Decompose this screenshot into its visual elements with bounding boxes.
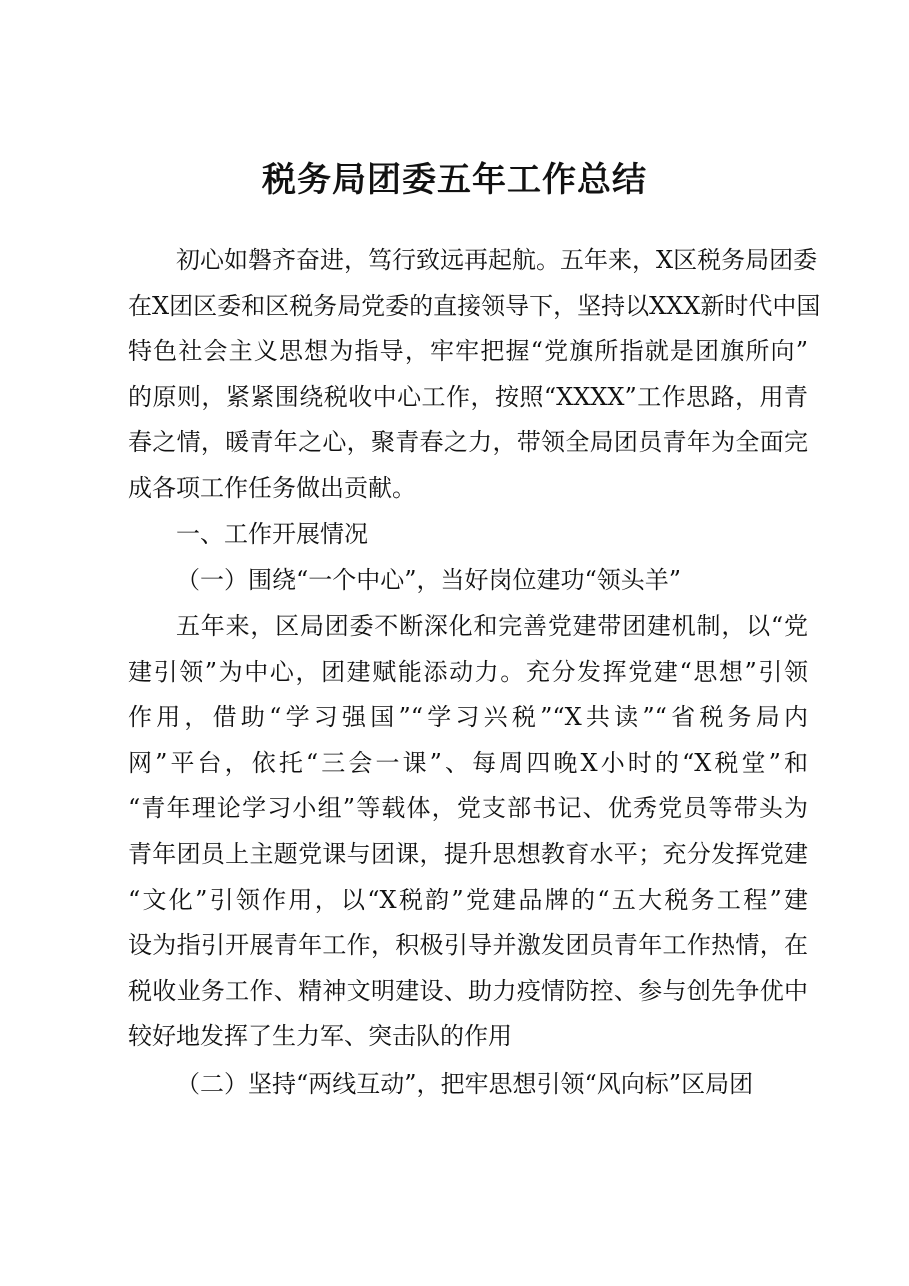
paragraph-line: 五年来，区局团委不断深化和完善党建带团建机制，以“党 <box>176 612 808 640</box>
paragraph-line: “文化”引领作用，以“X税韵”党建品牌的“五大税务工程”建 <box>128 885 808 914</box>
document-title: 税务局团委五年工作总结 <box>262 160 647 200</box>
paragraph-line: “青年理论学习小组”等载体，党支部书记、优秀党员等带头为 <box>128 794 808 823</box>
paragraph-line: 成各项工作任务做出贡献。 <box>128 473 416 502</box>
subsection-heading: （二）坚持“两线互动”，把牢思想引领“风向标”区局团 <box>176 1070 754 1098</box>
paragraph-line: 建引领”为中心，团建赋能添动力。充分发挥党建“思想”引领 <box>128 657 808 686</box>
paragraph-line: 青年团员上主题党课与团课，提升思想教育水平；充分发挥党建 <box>128 839 808 868</box>
paragraph-line: 作用，借助“学习强国”“学习兴税”“X共读”“省税务局内 <box>128 703 808 732</box>
paragraph-line: 税收业务工作、精神文明建设、助力疫情防控、参与创先争优中 <box>128 976 808 1005</box>
section-heading: 一、工作开展情况 <box>176 520 368 548</box>
intro-paragraph <box>128 238 821 512</box>
paragraph-line: 的原则，紧紧围绕税收中心工作，按照“XXXX”工作思路，用青 <box>128 382 808 411</box>
paragraph-line: 特色社会主义思想为指导，牢牢把握“党旗所指就是团旗所向” <box>128 337 808 366</box>
subsection-paragraph <box>128 604 808 1060</box>
subsection-heading: （一）围绕“一个中心”，当好岗位建功“领头羊” <box>176 566 682 594</box>
paragraph-line: 较好地发挥了生力军、突击队的作用 <box>128 1022 512 1051</box>
paragraph-line: 初心如磐齐奋进，笃行致远再起航。五年来，X区税务局团委 <box>176 246 818 274</box>
paragraph-line: 设为指引开展青年工作，积极引导并激发团员青年工作热情，在 <box>128 931 808 960</box>
paragraph-line: 春之情，暖青年之心，聚青春之力，带领全局团员青年为全面完 <box>128 428 808 457</box>
paragraph-line: 在X团区委和区税务局党委的直接领导下，坚持以XXX新时代中国 <box>128 291 821 320</box>
paragraph-line: 网”平台，依托“三会一课”、每周四晚X小时的“X税堂”和 <box>128 748 808 777</box>
